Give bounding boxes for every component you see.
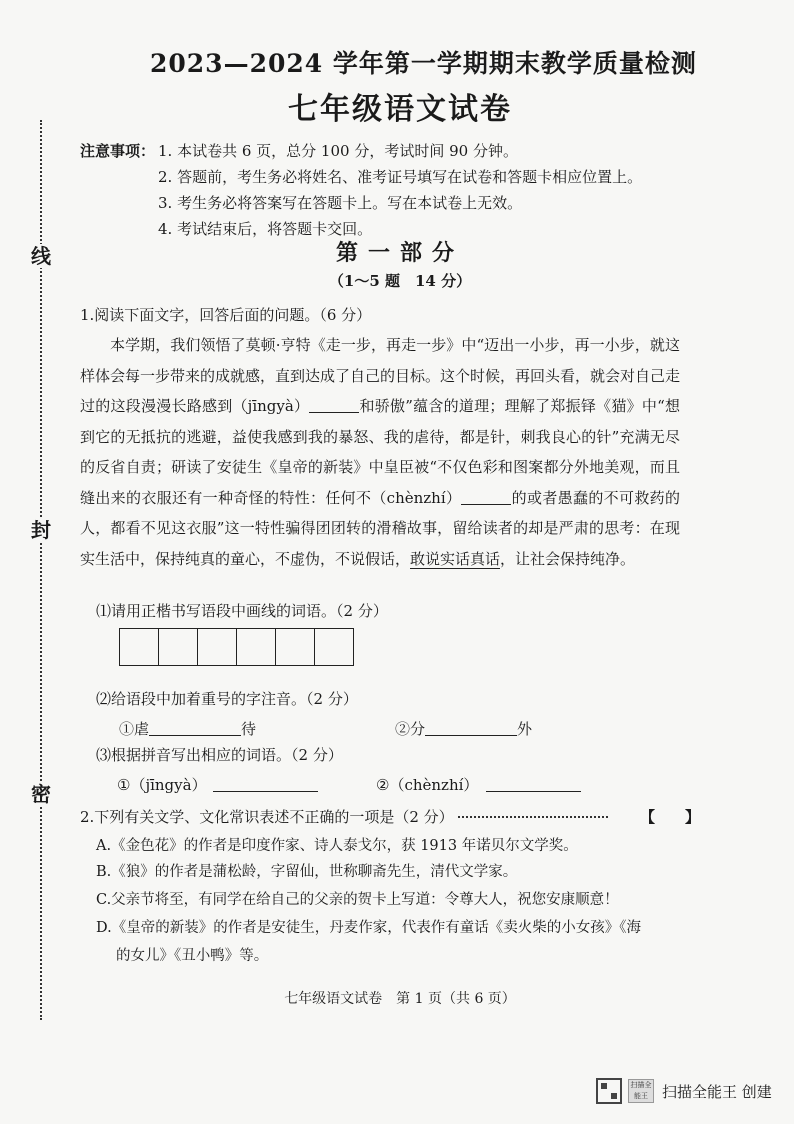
handwriting-grid bbox=[119, 628, 354, 666]
sub2-a-tail: 待 bbox=[241, 720, 257, 738]
passage-part-2: 和骄傲”蕴含的道理；理解了郑振铎《猫》中“想到它的无抵抗的逃避，益使我感到我的暴怒、我的虐待，都是针，刺我良心的针”充满无尽的反省自责；研读了安徒生《皇帝的新装》中皇臣被“不仅色彩和图案都分外地美观，而且缝出来的衣服还有一种奇怪的特性：任何不（chènzhí） bbox=[80, 397, 680, 507]
note-item-3: 3. 考生务必将答案写在答题卡上。写在本试卷上无效。 bbox=[158, 194, 523, 212]
grid-cell bbox=[120, 629, 159, 665]
grid-cell bbox=[237, 629, 276, 665]
q2-stem bbox=[80, 806, 608, 827]
q1-sub3-a bbox=[117, 774, 318, 795]
q2-option-a: A.《金色花》的作者是印度作家、诗人泰戈尔，获 1913 年诺贝尔文学奖。 bbox=[96, 838, 578, 854]
sub3-a-label: ①（jīngyà） bbox=[117, 776, 207, 794]
passage-part-4: ，让社会保持纯净。 bbox=[500, 549, 636, 568]
sub3-a-blank bbox=[213, 775, 318, 792]
q1-sub1: ⑴请用正楷书写语段中画线的词语。（2 分） bbox=[96, 602, 388, 620]
sub2-b-label: ②分 bbox=[395, 720, 426, 738]
binding-char-feng: 封 bbox=[31, 518, 51, 542]
q2-stem-text: 2.下列有关文学、文化常识表述不正确的一项是（2 分） bbox=[80, 808, 454, 826]
q1-sub3-b bbox=[376, 774, 581, 795]
binding-char-mi: 密 bbox=[31, 782, 51, 806]
grid-cell bbox=[276, 629, 315, 665]
q2-option-b: B.《狼》的作者是蒲松龄，字留仙，世称聊斋先生，清代文学家。 bbox=[96, 864, 518, 880]
scanner-watermark bbox=[596, 1078, 772, 1104]
exam-subtitle: 七年级语文试卷 bbox=[288, 92, 512, 127]
underlined-phrase: 敢说实话真话 bbox=[410, 549, 501, 568]
blank-jingya bbox=[309, 396, 359, 413]
q2-leader-dots bbox=[458, 816, 608, 818]
part-title: 第一部分 bbox=[335, 240, 464, 266]
sub2-a-label: ①虐 bbox=[119, 720, 150, 738]
sub3-b-label: ②（chènzhí） bbox=[376, 776, 479, 794]
q2-option-c: C.父亲节将至，有同学在给自己的父亲的贺卡上写道：令尊大人，祝您安康顺意！ bbox=[96, 892, 619, 908]
q1-sub2-b bbox=[395, 718, 532, 739]
qr-code-icon bbox=[596, 1078, 622, 1104]
blank-chenzhi bbox=[461, 488, 511, 505]
passage-part-3: 的或者愚蠢的不可救药的人，都看不见这衣服”这一特性骗得团团转的滑稽故事，留给读者的却是严肃的思考：在现实生活中，保持纯真的童心，不虚伪，不说假话， bbox=[80, 488, 680, 568]
note-item-1: 1. 本试卷共 6 页，总分 100 分，考试时间 90 分钟。 bbox=[158, 142, 518, 160]
q1-stem: 1.阅读下面文字，回答后面的问题。（6 分） bbox=[80, 306, 372, 324]
q1-sub3: ⑶根据拼音写出相应的词语。（2 分） bbox=[96, 746, 343, 764]
exam-title: 2023—2024 学年第一学期期末教学质量检测 bbox=[150, 49, 697, 78]
sub3-b-blank bbox=[486, 775, 581, 792]
notes-label: 注意事项： bbox=[80, 142, 156, 160]
sub2-a-blank bbox=[149, 719, 241, 736]
sub2-b-tail: 外 bbox=[517, 720, 533, 738]
part-range: （1～5 题 14 分） bbox=[328, 272, 472, 290]
sub2-b-blank bbox=[425, 719, 517, 736]
note-item-2: 2. 答题前，考生务必将姓名、准考证号填写在试卷和答题卡相应位置上。 bbox=[158, 168, 643, 186]
passage-part-1: 本学期，我们领悟了莫顿·亨特《走一步，再走一步》中“迈出一小步，再一小步，就这样体会每一步带来的成就感，直到达成了自己的目标。这个时候，再回头看，就会对自己走过的这段漫漫长路感到（jīngyà） bbox=[80, 336, 681, 415]
q1-sub2-a bbox=[119, 718, 256, 739]
grid-cell bbox=[198, 629, 237, 665]
binding-char-xian: 线 bbox=[31, 244, 51, 268]
page-footer: 七年级语文试卷 第 1 页（共 6 页） bbox=[284, 991, 516, 1007]
note-item-4: 4. 考试结束后，将答题卡交回。 bbox=[158, 220, 373, 238]
q1-sub2: ⑵给语段中加着重号的字注音。（2 分） bbox=[96, 690, 358, 708]
scanner-text: 扫描全能王 创建 bbox=[662, 1082, 772, 1101]
q2-option-d: D.《皇帝的新装》的作者是安徒生，丹麦作家，代表作有童话《卖火柴的小女孩》《海 bbox=[96, 920, 641, 936]
grid-cell bbox=[315, 629, 353, 665]
q2-option-d-cont: 的女儿》《丑小鸭》等。 bbox=[116, 948, 269, 964]
q1-passage bbox=[80, 330, 680, 574]
camscanner-logo: 扫描全能王 bbox=[628, 1079, 654, 1103]
q2-answer-bracket: 【 】 bbox=[640, 808, 701, 826]
grid-cell bbox=[159, 629, 198, 665]
